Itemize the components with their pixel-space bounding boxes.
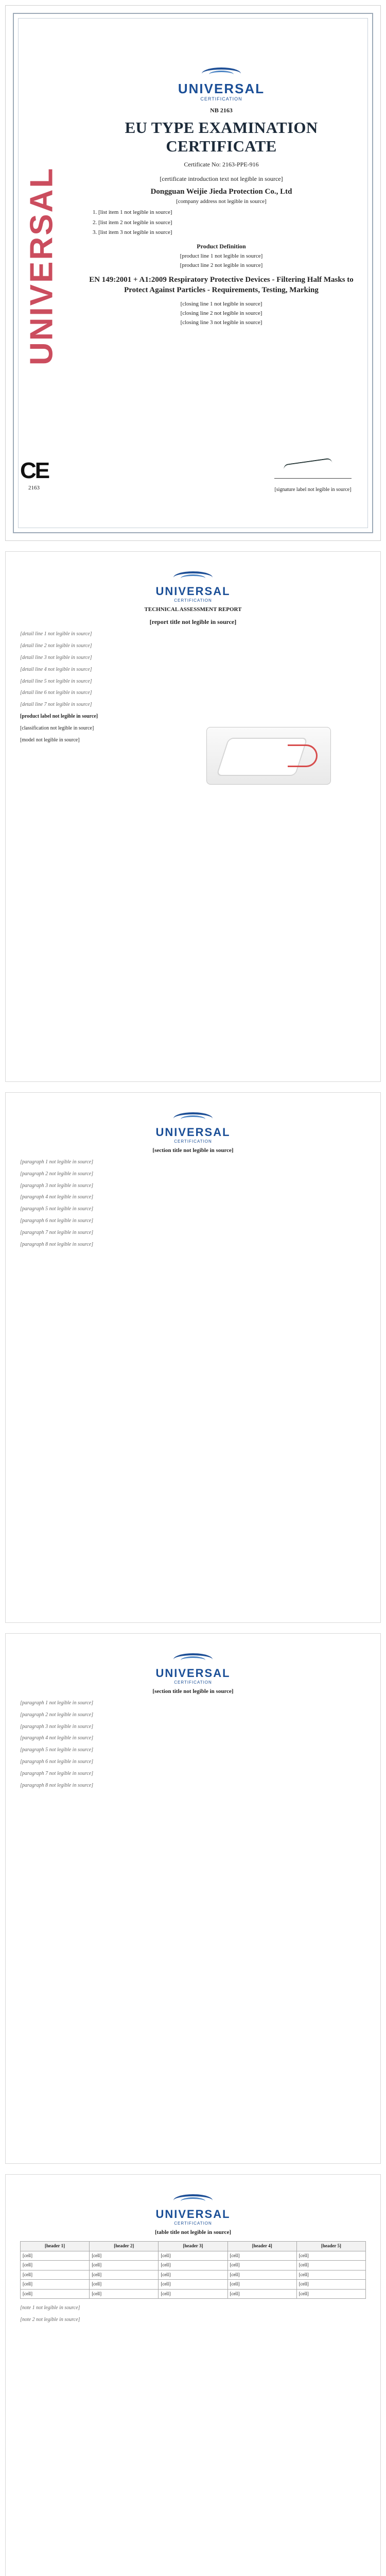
conclusion-paragraph: [paragraph 2 not legible in source] [20, 1711, 94, 1718]
table-header-row [21, 2242, 366, 2251]
brand-arc-icon [169, 1108, 217, 1126]
table-cell: [cell] [90, 2251, 159, 2261]
mask-image [206, 727, 331, 785]
assessment-line: [detail line 5 not legible in source] [20, 678, 92, 684]
company-address: [company address not legible in source] [176, 198, 267, 205]
notified-body-label: NB 2163 [210, 107, 233, 114]
assessment-page [5, 551, 381, 1082]
table-cell: [cell] [159, 2280, 227, 2290]
requirements-paragraph: [paragraph 4 not legible in source] [20, 1194, 94, 1200]
requirements-paragraph: [paragraph 8 not legible in source] [20, 1241, 94, 1247]
table-header: [header 2] [90, 2242, 159, 2251]
company-name: Dongguan Weijie Jieda Protection Co., Ltd [150, 188, 292, 196]
certificate-list-item: 2. [list item 2 not legible in source] [98, 219, 355, 227]
assessment-content [20, 606, 366, 1058]
table-cell: [cell] [90, 2289, 159, 2299]
conclusion-content [20, 1688, 366, 2140]
table-cell: [cell] [159, 2270, 227, 2280]
assessment-line: [detail line 2 not legible in source] [20, 643, 92, 649]
table-cell: [cell] [296, 2261, 365, 2270]
requirements-paragraph: [paragraph 1 not legible in source] [20, 1159, 94, 1165]
results-table [20, 2241, 366, 2299]
table-cell: [cell] [21, 2270, 90, 2280]
table-row [21, 2270, 366, 2280]
table-cell: [cell] [227, 2251, 296, 2261]
conclusion-paragraph: [paragraph 6 not legible in source] [20, 1759, 94, 1765]
certificate-page [5, 5, 381, 541]
certificate-list-item: 1. [list item 1 not legible in source] [98, 209, 355, 216]
conclusion-paragraph: [paragraph 4 not legible in source] [20, 1735, 94, 1741]
brand-arc-icon [169, 567, 217, 585]
conclusion-paragraph: [paragraph 1 not legible in source] [20, 1700, 94, 1706]
table-row [21, 2251, 366, 2261]
table-cell: [cell] [227, 2270, 296, 2280]
assessment-line: [detail line 1 not legible in source] [20, 631, 92, 637]
ce-number: 2163 [28, 485, 40, 491]
table-header: [header 3] [159, 2242, 227, 2251]
table-cell: [cell] [159, 2251, 227, 2261]
table-row [21, 2289, 366, 2299]
requirements-paragraph: [paragraph 6 not legible in source] [20, 1218, 94, 1224]
requirements-paragraph: [paragraph 3 not legible in source] [20, 1182, 94, 1189]
model-text: [model not legible in source] [20, 737, 80, 743]
results-table-title: [table title not legible in source] [155, 2229, 231, 2235]
table-cell: [cell] [90, 2280, 159, 2290]
table-cell: [cell] [90, 2261, 159, 2270]
table-header: [header 5] [296, 2242, 365, 2251]
table-header: [header 1] [21, 2242, 90, 2251]
requirements-content [20, 1147, 366, 1599]
assessment-report-title: [report title not legible in source] [149, 618, 237, 626]
standard-text: EN 149:2001 + A1:2009 Respiratory Protective Devices - Filtering Half Masks to Protect Against Particles - Requirements, Testing, Marking [89, 275, 354, 294]
table-cell: [cell] [296, 2251, 365, 2261]
signature-label: [signature label not legible in source] [274, 487, 352, 493]
table-cell: [cell] [159, 2289, 227, 2299]
table-cell: [cell] [227, 2261, 296, 2270]
product-label-text: [product label not legible in source] [20, 714, 98, 720]
table-cell: [cell] [21, 2261, 90, 2270]
table-cell: [cell] [227, 2280, 296, 2290]
conclusion-paragraph: [paragraph 5 not legible in source] [20, 1747, 94, 1753]
certificate-title: EU TYPE EXAMINATION CERTIFICATE [125, 118, 318, 155]
certificate-intro: [certificate introduction text not legible in source] [160, 175, 283, 182]
conclusion-paragraph: [paragraph 3 not legible in source] [20, 1723, 94, 1730]
conclusion-paragraph: [paragraph 7 not legible in source] [20, 1770, 94, 1776]
results-note: [note 2 not legible in source] [20, 2316, 80, 2323]
product-definition-heading: Product Definition [197, 243, 246, 250]
brand-logo [6, 1108, 380, 1144]
table-cell: [cell] [21, 2289, 90, 2299]
assessment-line: [detail line 3 not legible in source] [20, 655, 92, 661]
signature-icon [274, 456, 352, 479]
results-page [5, 2174, 381, 2576]
certificate-number: Certificate No: 2163-PPE-916 [184, 161, 259, 168]
requirements-paragraph: [paragraph 7 not legible in source] [20, 1229, 94, 1235]
table-cell: [cell] [296, 2280, 365, 2290]
table-cell: [cell] [296, 2289, 365, 2299]
brand-arc-icon [198, 63, 245, 81]
product-label [20, 714, 366, 720]
requirements-paragraph: [paragraph 2 not legible in source] [20, 1171, 94, 1177]
table-row [21, 2280, 366, 2290]
brand-logo [6, 1649, 380, 1685]
certificate-list [89, 209, 355, 236]
brand-subtitle: CERTIFICATION [200, 96, 242, 101]
brand-subtitle: CERTIFICATION [174, 1680, 212, 1685]
brand-name: UNIVERSAL [155, 1667, 231, 1680]
closing-line: [closing line 1 not legible in source] [180, 301, 262, 308]
brand-logo [6, 2190, 380, 2226]
classification-text: [classification not legible in source] [20, 725, 94, 731]
table-cell: [cell] [296, 2270, 365, 2280]
brand-logo [83, 63, 360, 101]
brand-arc-icon [169, 2190, 217, 2208]
vertical-watermark: UNIVERSAL [24, 166, 60, 365]
brand-subtitle: CERTIFICATION [174, 2221, 212, 2226]
conclusion-section-title: [section title not legible in source] [152, 1688, 234, 1694]
certificate-list-item: 3. [list item 3 not legible in source] [98, 229, 355, 236]
brand-name: UNIVERSAL [155, 1126, 231, 1139]
product-line: [product line 2 not legible in source] [180, 262, 263, 268]
assessment-section-title: TECHNICAL ASSESSMENT REPORT [144, 606, 242, 613]
brand-arc-icon [169, 1649, 217, 1667]
brand-name: UNIVERSAL [178, 81, 265, 96]
table-cell: [cell] [159, 2261, 227, 2270]
table-cell: [cell] [227, 2289, 296, 2299]
brand-name: UNIVERSAL [155, 585, 231, 598]
ce-mark: CE [20, 458, 49, 483]
table-header: [header 4] [227, 2242, 296, 2251]
results-content [20, 2229, 366, 2576]
closing-line: [closing line 3 not legible in source] [180, 319, 262, 326]
product-line: [product line 1 not legible in source] [180, 253, 263, 260]
brand-subtitle: CERTIFICATION [174, 1139, 212, 1144]
conclusion-page [5, 1633, 381, 2164]
brand-subtitle: CERTIFICATION [174, 598, 212, 603]
brand-logo [6, 567, 380, 603]
requirements-paragraph: [paragraph 5 not legible in source] [20, 1206, 94, 1212]
conclusion-paragraph: [paragraph 8 not legible in source] [20, 1782, 94, 1788]
certificate-content [83, 46, 360, 525]
assessment-line: [detail line 6 not legible in source] [20, 690, 92, 696]
assessment-line: [detail line 7 not legible in source] [20, 702, 92, 708]
table-cell: [cell] [21, 2280, 90, 2290]
assessment-line: [detail line 4 not legible in source] [20, 666, 92, 672]
table-cell: [cell] [21, 2251, 90, 2261]
requirements-section-title: [section title not legible in source] [152, 1147, 234, 1154]
brand-name: UNIVERSAL [155, 2208, 231, 2221]
closing-line: [closing line 2 not legible in source] [180, 310, 262, 317]
requirements-page [5, 1092, 381, 1623]
table-row [21, 2261, 366, 2270]
table-cell: [cell] [90, 2270, 159, 2280]
results-note: [note 1 not legible in source] [20, 2305, 80, 2311]
